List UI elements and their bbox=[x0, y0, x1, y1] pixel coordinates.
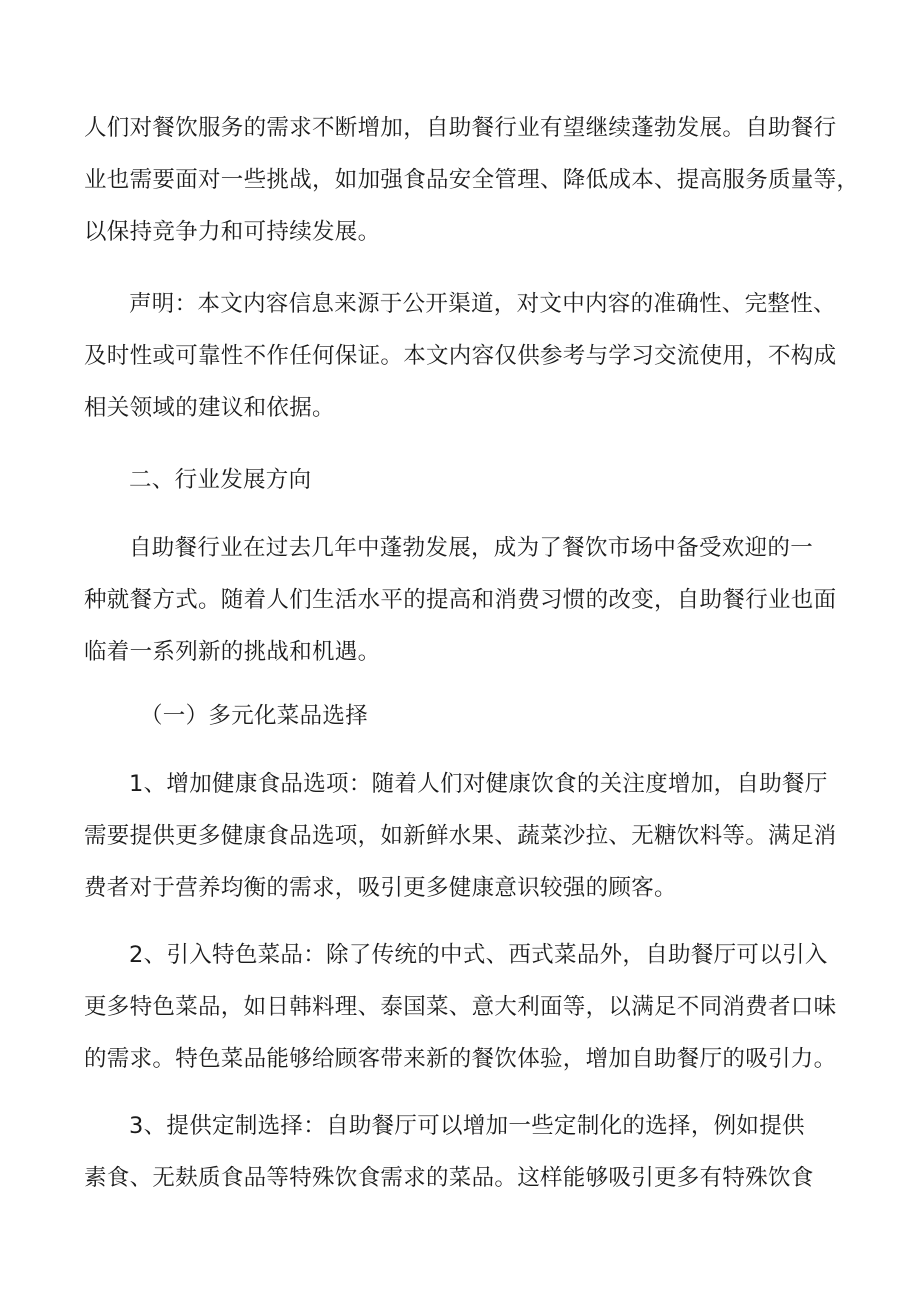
item2-line3: 的需求。特色菜品能够给顾客带来新的餐饮体验，增加自助餐厅的吸引力。 bbox=[84, 1046, 837, 1072]
para2-line1: 声明：本文内容信息来源于公开渠道，对文中内容的准确性、完整性、 bbox=[129, 291, 836, 317]
para1-line1: 人们对餐饮服务的需求不断增加，自助餐行业有望继续蓬勃发展。自助餐行 bbox=[84, 115, 837, 141]
item1-line3: 费者对于营养均衡的需求，吸引更多健康意识较强的顾客。 bbox=[84, 875, 677, 901]
section-heading: 二、行业发展方向 bbox=[129, 467, 312, 493]
item2-line2: 更多特色菜品，如日韩料理、泰国菜、意大利面等，以满足不同消费者口味 bbox=[84, 994, 837, 1020]
para2-line2: 及时性或可靠性不作任何保证。本文内容仅供参考与学习交流使用，不构成 bbox=[84, 343, 837, 369]
para1-line3: 以保持竞争力和可持续发展。 bbox=[84, 219, 381, 245]
subsection-heading: （一）多元化菜品选择 bbox=[140, 703, 369, 729]
item3-line1: 3、提供定制选择：自助餐厅可以增加一些定制化的选择，例如提供 bbox=[129, 1113, 805, 1139]
para1-line2: 业也需要面对一些挑战，如加强食品安全管理、降低成本、提高服务质量等， bbox=[84, 167, 860, 193]
item2-line1: 2、引入特色菜品：除了传统的中式、西式菜品外，自助餐厅可以引入 bbox=[129, 942, 828, 968]
para3-line1: 自助餐行业在过去几年中蓬勃发展，成为了餐饮市场中备受欢迎的一 bbox=[129, 535, 814, 561]
item1-line2: 需要提供更多健康食品选项，如新鲜水果、蔬菜沙拉、无糖饮料等。满足消 bbox=[84, 823, 837, 849]
para3-line2: 种就餐方式。随着人们生活水平的提高和消费习惯的改变，自助餐行业也面 bbox=[84, 587, 837, 613]
para3-line3: 临着一系列新的挑战和机遇。 bbox=[84, 639, 381, 665]
item3-line2: 素食、无麸质食品等特殊饮食需求的菜品。这样能够吸引更多有特殊饮食 bbox=[84, 1165, 814, 1191]
para2-line3: 相关领域的建议和依据。 bbox=[84, 395, 335, 421]
item1-line1: 1、增加健康食品选项：随着人们对健康饮食的关注度增加，自助餐厅 bbox=[129, 771, 828, 797]
